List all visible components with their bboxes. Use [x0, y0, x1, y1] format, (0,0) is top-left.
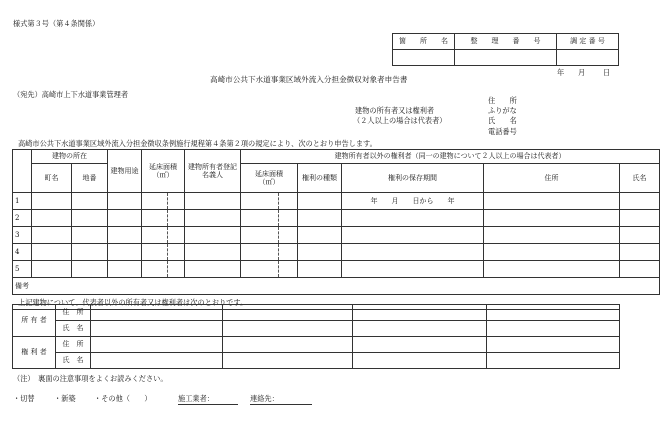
row-number: 2 [13, 210, 32, 227]
rh-period-header: 権利の保存期間 [342, 164, 484, 193]
contact-underline [250, 404, 312, 405]
contact-label: 連絡先： [250, 394, 279, 403]
table-row [13, 210, 660, 227]
holder-label: 権 利 者 [13, 337, 56, 369]
rh-type-header: 権利の種類 [298, 164, 342, 193]
table-row [13, 193, 660, 210]
option-switch[interactable]: ・切替 [13, 394, 35, 403]
chiban-header: 地番 [72, 164, 108, 193]
date-month: 月 [578, 68, 586, 77]
page-title: 高崎市公共下水道事業区域外流入分担金徴収対象者申告書 [210, 75, 408, 84]
date-day: 日 [603, 68, 611, 77]
applicant-address-label: 住 所 [488, 96, 517, 105]
row-number: 1 [13, 193, 32, 210]
option-new[interactable]: ・新築 [54, 394, 76, 403]
location-field[interactable] [393, 50, 455, 66]
holder-name-label: 氏 名 [56, 353, 91, 369]
floor-area-header: 延床面積 （㎡） [142, 150, 185, 193]
table-row [13, 261, 660, 278]
applicant-role-note: （２人以上の場合は代表者） [353, 116, 447, 125]
table-row [13, 227, 660, 244]
option-other[interactable]: ・その他（ ） [94, 394, 152, 403]
location-label: 箇 所 名 [393, 34, 455, 50]
statement: 高崎市公共下水道事業区域外流入分担金徴収条例施行規程第４条第２項の規定により、次のとおり申告します。 [18, 139, 377, 148]
applicant-name-label: 氏 名 [488, 116, 517, 125]
date-year: 年 [557, 68, 565, 77]
owner-address-label: 住 所 [56, 305, 91, 321]
row-number: 4 [13, 244, 32, 261]
remarks-row [13, 278, 660, 295]
row-number: 5 [13, 261, 32, 278]
survey-field[interactable] [557, 50, 619, 66]
period-template[interactable]: 年 月 日から 年 [342, 193, 484, 210]
reference-table [392, 33, 619, 66]
applicant-role: 建物の所有者又は権利者 [355, 106, 435, 115]
applicant-furigana-label: ふりがな [488, 106, 517, 115]
table-row [13, 244, 660, 261]
remarks-field[interactable] [72, 278, 660, 295]
rh-address-header: 住所 [484, 164, 620, 193]
serial-label: 整 理 番 号 [455, 34, 557, 50]
declaration-table [12, 149, 660, 295]
rh-name-header: 氏名 [620, 164, 660, 193]
contractor-underline [178, 404, 238, 405]
lot-header: 町名 [32, 164, 72, 193]
remarks-label: 備考 [13, 278, 72, 295]
form-number: 様式第３号（第４条関係） [13, 19, 100, 28]
serial-field[interactable] [455, 50, 557, 66]
rh-floor-area-header: 延床面積 （㎡） [241, 164, 298, 193]
contractor-label: 施工業者： [178, 394, 214, 403]
owner-name-label: 氏 名 [56, 321, 91, 337]
survey-label: 調 定 番 号 [557, 34, 619, 50]
reps-intro: 上記建物について、代表者以外の所有者又は権利者は次のとおりです。 [18, 298, 248, 307]
owner-label: 所 有 者 [13, 305, 56, 337]
addressee: （宛先）高崎市上下水道事業管理者 [13, 90, 129, 99]
rights-holder-header: 建物所有者以外の権利者（同一の建物について２人以上の場合は代表者） [241, 150, 660, 164]
use-header: 建物用途 [108, 150, 142, 193]
holder-address-label: 住 所 [56, 337, 91, 353]
building-location-header: 建物の所在 [32, 150, 108, 164]
row-number: 3 [13, 227, 32, 244]
representatives-table [12, 304, 620, 369]
note: （注） 裏面の注意事項をよくお読みください。 [13, 374, 168, 383]
applicant-phone-label: 電話番号 [488, 127, 517, 136]
registered-owner-header: 建物所有者登記名義人 [185, 150, 241, 193]
